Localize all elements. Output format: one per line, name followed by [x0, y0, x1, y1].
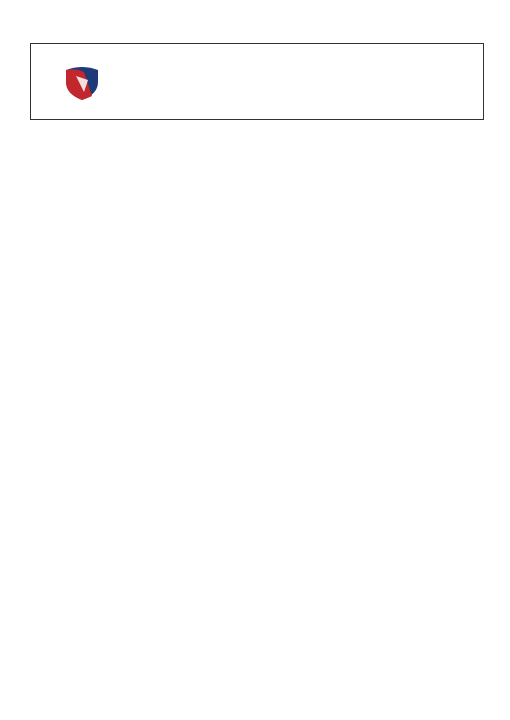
- school-logo-icon: [62, 62, 102, 102]
